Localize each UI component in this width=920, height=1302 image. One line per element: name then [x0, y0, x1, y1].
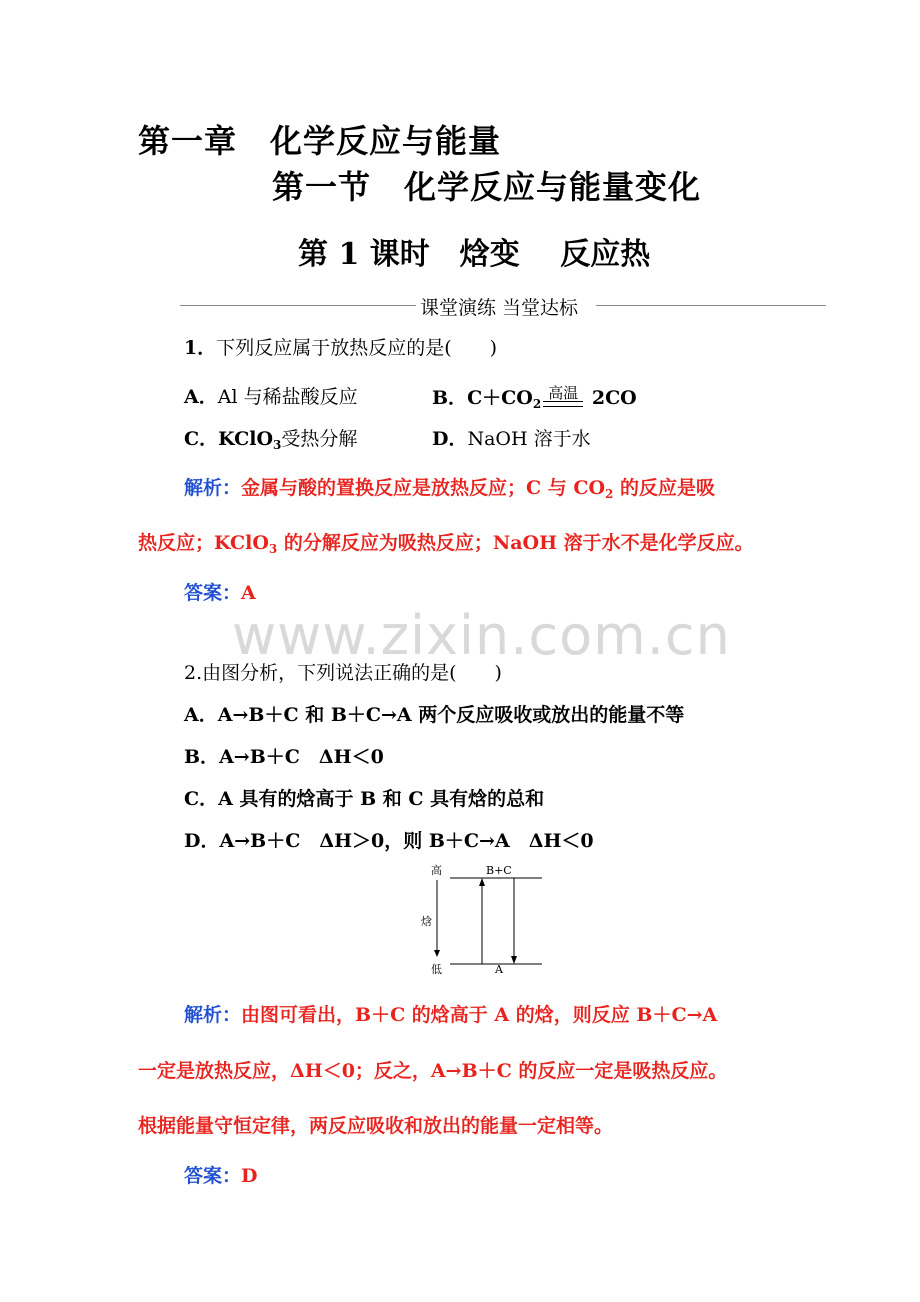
q2-option-b: B．A→B＋C ΔH＜0	[184, 746, 384, 768]
diagram-enthalpy-label: 焓	[421, 915, 432, 928]
q2-analysis-line3: 根据能量守恒定律，两反应吸收和放出的能量一定相等。	[138, 1115, 614, 1137]
diagram-high-label: 高	[431, 864, 442, 877]
q1-answer: 答案：A	[184, 582, 256, 604]
lesson-title: 第 1 课时 焓变 反应热	[298, 237, 651, 272]
header-rule-left	[180, 305, 416, 306]
q1-option-a: A．Al 与稀盐酸反应	[184, 386, 358, 408]
practice-header: 课堂演练 当堂达标	[420, 297, 579, 319]
section-title: 第一节 化学反应与能量变化	[272, 168, 702, 206]
q2-answer-label: 答案：	[184, 1165, 242, 1187]
q1-option-c: C．KClO$_3$受热分解	[184, 428, 358, 452]
q1-option-b: B．$C+CO_2$高温 2CO	[432, 384, 637, 411]
q2-option-a: A．A→B＋C 和 B＋C→A 两个反应吸收或放出的能量不等	[184, 704, 685, 726]
q1-analysis-label: 解析：	[184, 477, 242, 499]
q2-option-d: D．A→B＋C ΔH＞0，则 B＋C→A ΔH＜0	[184, 830, 594, 852]
diagram-up-arrowhead	[479, 878, 485, 886]
q2-analysis-line1: 解析：由图可看出，B＋C 的焓高于 A 的焓，则反应 B＋C→A	[184, 1004, 718, 1026]
diagram-bottom-level-label: A	[495, 963, 503, 976]
header-rule-right	[596, 305, 826, 306]
chapter-title: 第一章 化学反应与能量	[138, 122, 502, 160]
q2-stem: 2.由图分析，下列说法正确的是( )	[184, 662, 502, 684]
q2-option-c: C．A 具有的焓高于 B 和 C 具有焓的总和	[184, 788, 545, 810]
diagram-down-arrowhead	[511, 956, 517, 964]
q1-analysis-line2: 热反应；KClO$_3$ 的分解反应为吸热反应；NaOH 溶于水不是化学反应。	[138, 532, 754, 556]
watermark: www.zixin.com.cn	[232, 604, 731, 667]
q1-condition-label: 高温	[541, 382, 585, 403]
q1-answer-label: 答案：	[184, 582, 242, 604]
q1-option-d: D．NaOH 溶于水	[432, 428, 591, 450]
q1-stem: 1．下列反应属于放热反应的是( )	[184, 337, 498, 359]
enthalpy-diagram	[420, 858, 552, 980]
q2-answer: 答案：D	[184, 1165, 258, 1187]
q2-analysis-line2: 一定是放热反应，ΔH＜0；反之，A→B＋C 的反应一定是吸热反应。	[138, 1060, 728, 1082]
q1-analysis-line1: 解析：金属与酸的置换反应是放热反应；C 与 $CO_2$ 的反应是吸	[184, 477, 716, 501]
q2-analysis-label: 解析：	[184, 1004, 242, 1026]
diagram-axis-arrowhead	[434, 950, 440, 957]
diagram-top-level-label: B+C	[486, 864, 512, 877]
diagram-low-label: 低	[431, 963, 442, 976]
